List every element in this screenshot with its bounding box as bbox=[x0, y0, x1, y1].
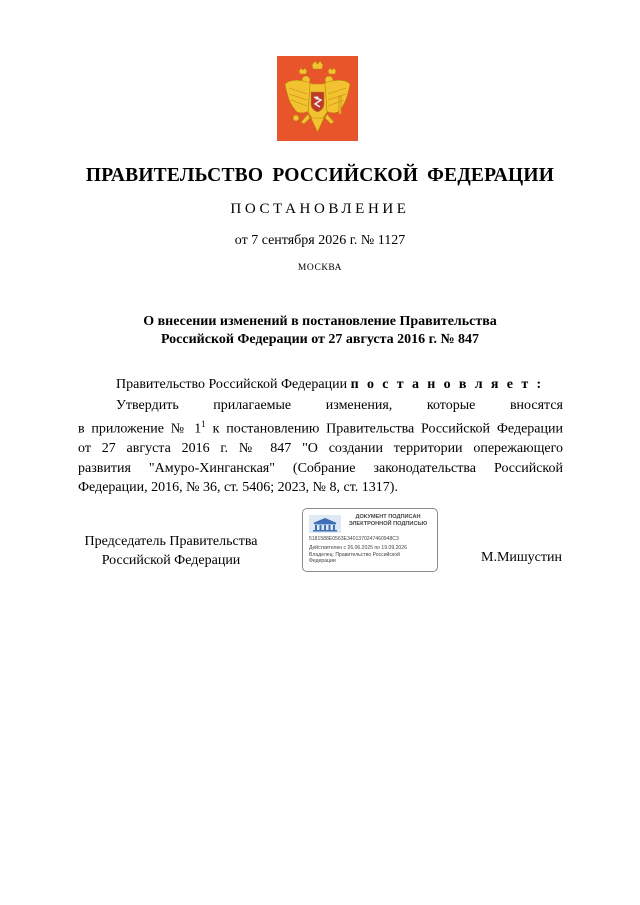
preamble-verb: п о с т а н о в л я е т : bbox=[350, 377, 544, 392]
paragraph-line-2 bbox=[78, 415, 563, 439]
stamp-title bbox=[341, 514, 435, 528]
signer-role bbox=[78, 532, 264, 570]
subject-line-1: О внесении изменений в постановление Правительства bbox=[143, 314, 497, 329]
preamble bbox=[116, 377, 544, 393]
stamp-certificate-number: 5181588E0563E3401370247460948C3 bbox=[309, 536, 399, 542]
paragraph-line-1: Утвердить прилагаемые изменения, которые вносятся bbox=[116, 398, 563, 413]
paragraph-line-2-end: к постановлению Правительства Российской Федерации bbox=[205, 421, 563, 437]
paragraph-line-4: развития "Амуро-Хинганская" (Собрание законодательства Российской bbox=[78, 460, 563, 476]
document-type: ПОСТАНОВЛЕНИЕ bbox=[230, 201, 410, 217]
electronic-signature-stamp bbox=[302, 508, 438, 572]
signer-name: М.Мишустин bbox=[481, 550, 562, 565]
stamp-title-line-1: ДОКУМЕНТ ПОДПИСАН bbox=[355, 514, 421, 520]
signer-role-line-2: Российской Федерации bbox=[101, 553, 241, 568]
eagle-icon bbox=[277, 56, 358, 141]
resolution-paragraph bbox=[78, 396, 563, 497]
footnote-superscript: 1 bbox=[201, 419, 206, 430]
signer-role-line-1: Председатель Правительства bbox=[84, 534, 258, 549]
paragraph-line-5: Федерации, 2016, № 36, ст. 5406; 2023, № 8, ст. 1317). bbox=[78, 479, 398, 495]
document-city: МОСКВА bbox=[297, 263, 343, 273]
stamp-validity: Действителен с 26.06.2025 по 19.09.2026 bbox=[309, 545, 407, 551]
paragraph-line-3: от 27 августа 2016 г. № 847 "О создании территории опережающего bbox=[78, 441, 563, 457]
stamp-owner-line-1: Владелец: Правительство Российской bbox=[309, 552, 400, 558]
stamp-title-line-2: ЭЛЕКТРОННОЙ ПОДПИСЬЮ bbox=[348, 521, 428, 527]
subject-line-2: Российской Федерации от 27 августа 2016 г. № 847 bbox=[160, 332, 480, 347]
paragraph-line-2-start: в приложение № 1 bbox=[78, 421, 202, 437]
building-icon bbox=[309, 515, 341, 533]
government-title: ПРАВИТЕЛЬСТВО РОССИЙСКОЙ ФЕДЕРАЦИИ bbox=[85, 165, 555, 186]
document-subject bbox=[60, 313, 580, 349]
coat-of-arms-emblem bbox=[277, 56, 358, 141]
stamp-owner bbox=[309, 552, 429, 565]
preamble-text: Правительство Российской Федерации bbox=[116, 377, 351, 392]
document-date-number: от 7 сентября 2026 г. № 1127 bbox=[234, 233, 406, 248]
stamp-owner-line-2: Федерации bbox=[309, 558, 336, 565]
